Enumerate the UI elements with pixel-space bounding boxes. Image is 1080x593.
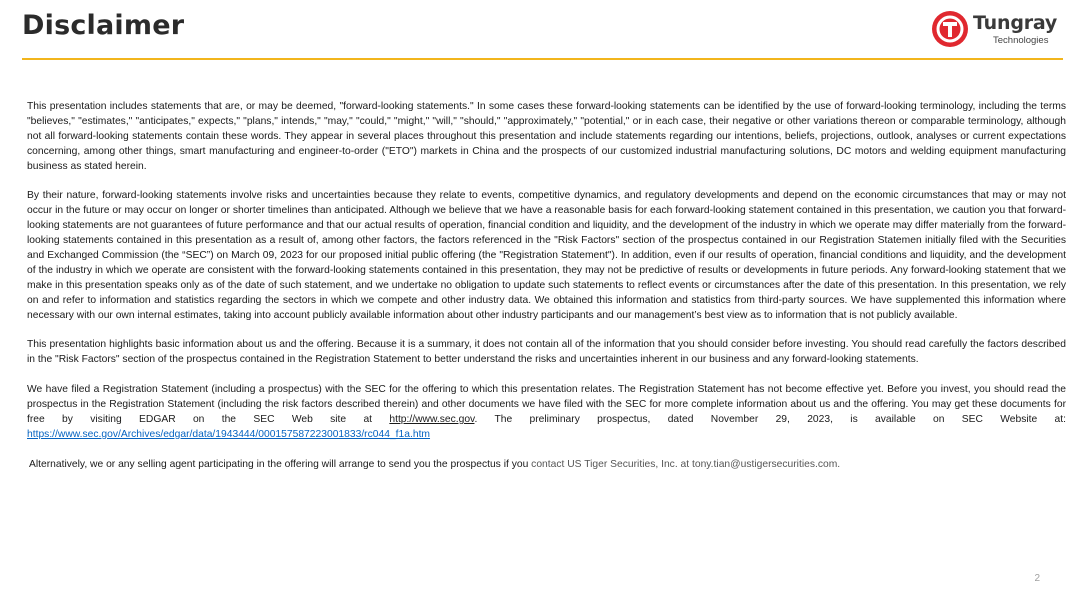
sec-website-link[interactable]: http://www.sec.gov: [389, 413, 475, 425]
registration-text-a: We have filed a Registration Statement (including a prospectus) with the SEC for the offering to which this presentation relates. The Registration Statement has not become effective yet. Before you invest, you should read the prospectus in the Registration Statement (including the risk factors described therein) and other documents we have filed with the SEC for more complete information about us and the offering. You may get these documents for free by visiting EDGAR on the SEC Web site at: [27, 384, 1066, 425]
page-title: Disclaimer: [22, 10, 185, 41]
contact-text-b: contact US Tiger Securities, Inc. at tony.tian@ustigersecurities.com.: [531, 458, 841, 470]
paragraph-registration: [27, 383, 1066, 443]
logo-subtitle: Technologies: [993, 35, 1049, 46]
company-logo: [931, 10, 1061, 50]
paragraph-risks: By their nature, forward-looking statements involve risks and uncertainties because they relate to events, competitive dynamics, and regulatory developments and depend on the economic circumstances that may or may not occur in the future or may occur on longer or shorter timelines than anticipated. Although we believe that we have a reasonable basis for each forward-looking statement contained in this presentation, we caution you that forward-looking statements are not guarantees of future performance and that our actual results of operation, financial condition and liquidity, and the development of the industry in which we operate may differ materially from the forward-looking statements contained in this presentation as a result of, among other factors, the factors referenced in the "Risk Factors" section of the prospectus contained in our Registration Statemen initially filed with the Securities and Exchanged Commission (the “SEC”) on March 09, 2023 for our proposed initial public offering (the "Registration Statement"). In addition, even if our results of operation, financial conditions and liquidity, and the development of the industry in which we operate are consistent with the forward-looking statements contained in this presentation, they may not be predictive of results or developments in future periods. Any forward-looking statement that we make in this presentation speaks only as of the date of such statement, and we undertake no obligation to update such statements to reflect events or circumstances after the date of this presentation. In this presentation, we rely on and refer to information and statistics regarding the sectors in which we compete and other industry data. We obtained this information and statistics from third-party sources. We have supplemented this information where necessary with our own internal estimates, taking into account publicly available information about other industry participants and our management’s best view as to information that is not publicly available.: [27, 190, 1066, 321]
tungray-logo-icon: [931, 10, 969, 48]
disclaimer-body: [27, 100, 1066, 487]
registration-text-b: . The preliminary prospectus, dated November 29, 2023, is available on SEC Website at:: [474, 413, 1066, 425]
prospectus-link[interactable]: https://www.sec.gov/Archives/edgar/data/1943444/000157587223001833/rc044_f1a.htm: [27, 428, 431, 440]
paragraph-forward-looking: This presentation includes statements that are, or may be deemed, "forward-looking statements." In some cases these forward-looking statements can be identified by the use of forward-looking terminology, including the terms "believes," "estimates," "anticipates," expects," "plans," intends," "may," "could," "might," "will," "should," "approximately," "potential," or in each case, their negative or other variations thereon or comparable terminology, although not all forward-looking statements contain these words. They appear in several places throughout this presentation and include statements regarding our intentions, beliefs, projections, outlook, analyses or current expectations concerning, among other things, smart manufacturing and engineer-to-order ("ETO") markets in China and the prospects of our customized industrial manufacturing solutions, DC motors and welding equipment manufacturing business as stated herein.: [27, 101, 1066, 172]
header-divider: [22, 58, 1063, 60]
paragraph-summary: This presentation highlights basic information about us and the offering. Because it is a summary, it does not contain all of the information that you should consider before investing. You should read carefully the factors described in the "Risk Factors" section of the prospectus contained in the Registration Statement to better understand the risks and uncertainties inherent in our business and any forward-looking statements.: [27, 339, 1066, 366]
logo-name: Tungray: [973, 12, 1058, 34]
page-number: 2: [1034, 573, 1040, 584]
paragraph-contact: [27, 458, 1066, 473]
contact-text-a: Alternatively, we or any selling agent participating in the offering will arrange to send you the prospectus if you: [29, 458, 532, 470]
